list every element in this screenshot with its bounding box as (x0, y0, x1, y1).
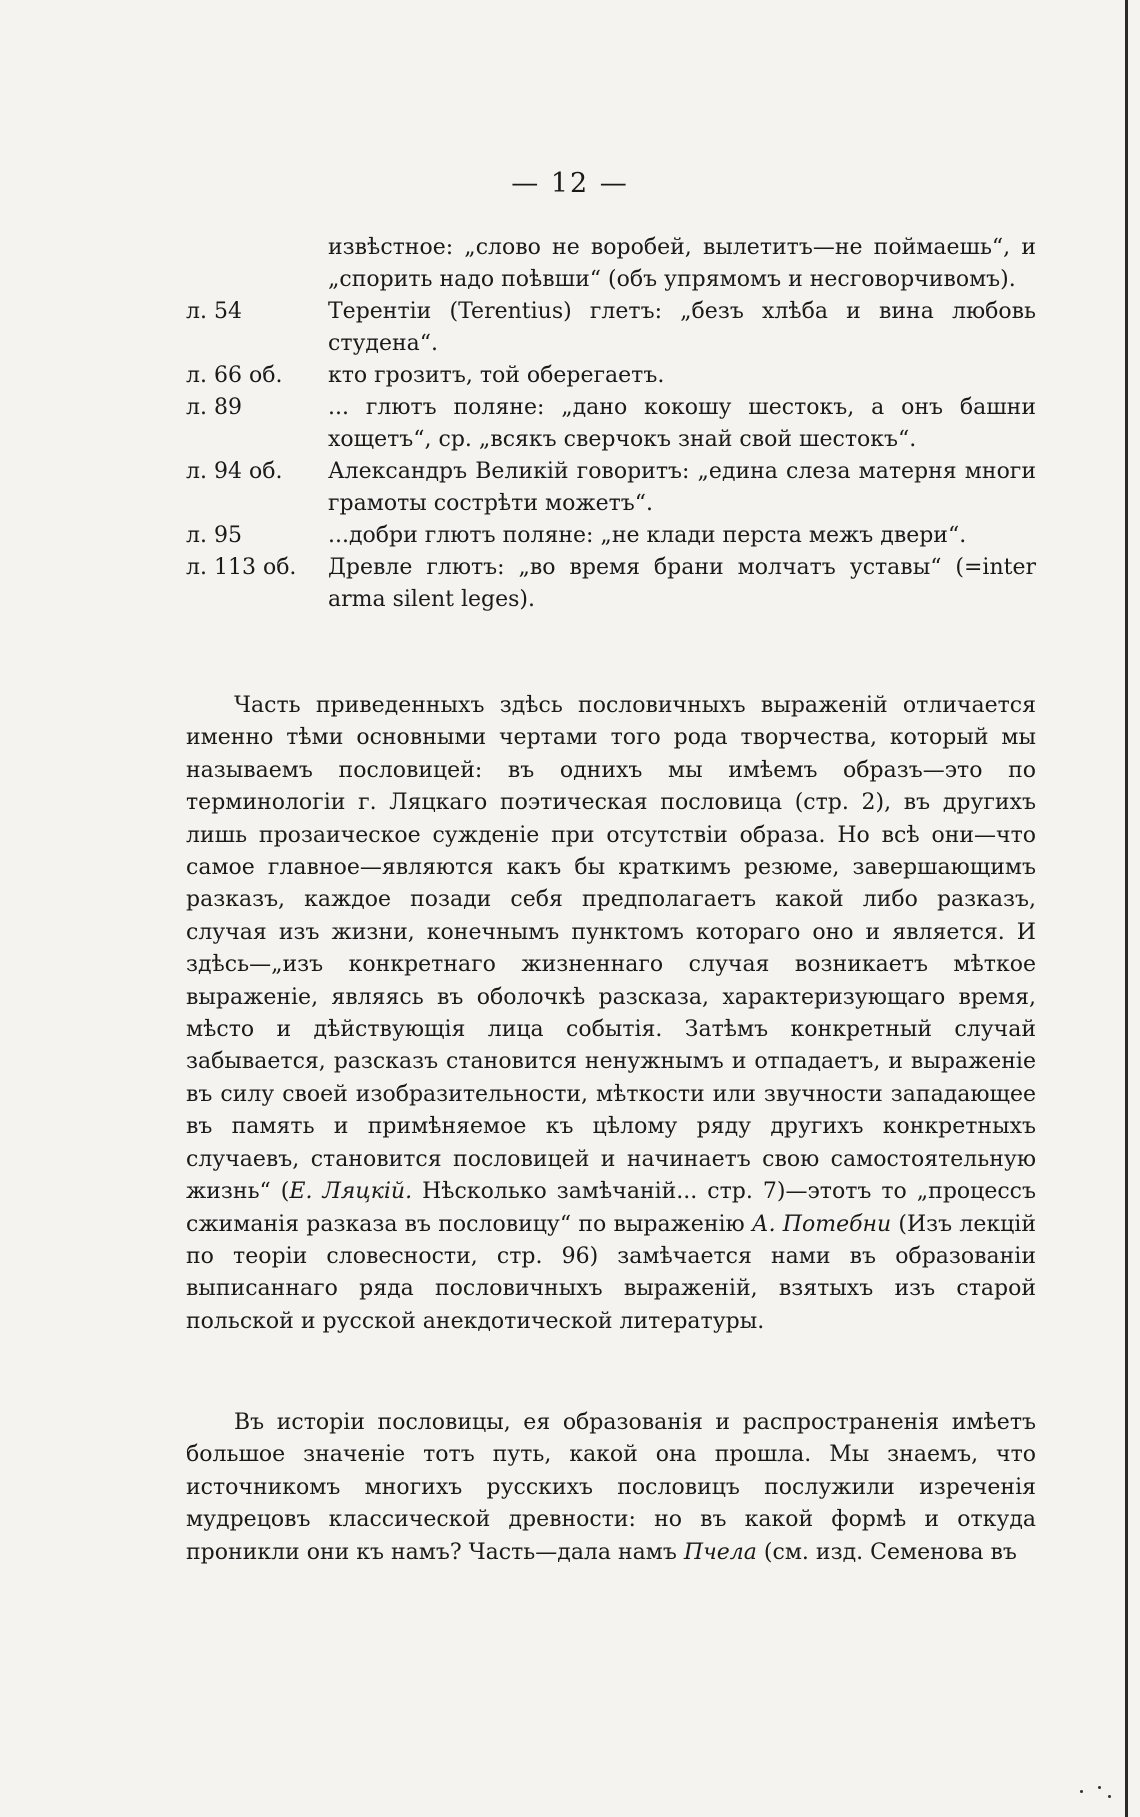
proverb-text: кто грозитъ, той оберегаетъ. (328, 363, 665, 388)
folio-ref: л. 94 об. (186, 459, 283, 484)
list-item (186, 296, 1036, 360)
folio-ref: л. 66 об. (186, 363, 283, 388)
list-item (186, 456, 1036, 520)
folio-ref: л. 95 (186, 523, 242, 548)
folio-ref: л. 89 (186, 395, 242, 420)
scan-speck (1108, 1795, 1111, 1798)
list-item (186, 360, 1036, 392)
cited-title: Пчела (683, 1539, 757, 1565)
list-item (186, 392, 1036, 456)
folio-ref: л. 54 (186, 299, 242, 324)
list-item (186, 520, 1036, 552)
proverb-text: Древле глютъ: „во время брани молчатъ уставы“ (=inter arma silent leges). (328, 555, 1036, 612)
proverb-text: извѣстное: „слово не воробей, вылетитъ—не поймаешь“, и „спорить надо поѣвши“ (объ упрямомъ и несговорчивомъ). (328, 235, 1036, 292)
cited-author: А. Потебни (751, 1211, 892, 1237)
paragraph-text: Часть приведенныхъ здѣсь пословичныхъ выраженiй отличается именно тѣми основными чертами того рода творчества, который мы называемъ пословицей: въ однихъ мы имѣемъ образъ—это по терминологiи г. Ляцкаго поэтическая пословица (стр. 2), въ другихъ лишь прозаическое сужденiе при отсутствiи образа. Но всѣ они—что самое главное—являются какъ бы краткимъ резюме, завершающимъ разказъ, каждое позади себя предполагаетъ какой либо разказъ, случая изъ жизни, конечнымъ пунктомъ котораго оно и является. И здѣсь—„изъ конкретнаго жизненнаго случая возникаетъ мѣткое выраженiе, являясь въ оболочкѣ разсказа, характеризующаго время, мѣсто и дѣйствующiя лица событiя. Затѣмъ конкретный случай забывается, разсказъ становится ненужнымъ и отпадаетъ, и выраженiе въ силу своей изобразительности, мѣткости или звучности западающее въ память и примѣняемое къ цѣлому ряду другихъ конкретныхъ случаевъ, становится пословицей и начинаетъ свою самостоятельную жизнь“ ( (186, 693, 1036, 1205)
paragraph-text: Въ исторiи пословицы, ея образованiя и распространенiя имѣетъ большое значенiе тотъ путь, какой она прошла. Мы знаемъ, что источникомъ многихъ русскихъ пословицъ послужили изреченiя мудрецовъ классической древности: но въ какой формѣ и откуда проникли они къ намъ? Часть—дала намъ (186, 1410, 1036, 1565)
folio-ref: л. 113 об. (186, 555, 297, 580)
proverb-text: Александръ Великiй говоритъ: „едина слеза матерня многи грамоты сострѣти можетъ“. (328, 459, 1036, 516)
body-paragraph-1 (186, 690, 1036, 1338)
page-number: — 12 — (511, 168, 629, 199)
body-paragraph-2 (186, 1407, 1036, 1569)
folio-ref (186, 232, 328, 296)
cited-author: Е. Ляцкiй. (289, 1179, 413, 1205)
proverb-list (186, 232, 1036, 616)
list-item (186, 552, 1036, 616)
paragraph-text: (Изъ лекцiй по теорiи словесности, стр. 96) замѣчается нами въ образованiи выписаннаго ряда пословичныхъ выраженiй, взятыхъ изъ старой польской и русской анекдотической литературы. (186, 1211, 1036, 1334)
proverb-text: ... глютъ поляне: „дано кокошу шестокъ, а онъ башни хощетъ“, ср. „всякъ сверчокъ знай свой шестокъ“. (328, 395, 1036, 452)
paragraph-text: Нѣсколько замѣчанiй... стр. 7)—этотъ то „процессъ сжиманiя разказа въ пословицу“ по выраженiю (186, 1179, 1036, 1237)
scan-speck (1098, 1786, 1101, 1789)
list-item (186, 232, 1036, 296)
proverb-text: ...добри глютъ поляне: „не клади перста межъ двери“. (328, 523, 967, 548)
page-edge (1125, 0, 1128, 1817)
paragraph-text: (см. изд. Семенова въ (756, 1539, 1017, 1565)
proverb-text: Терентiи (Terentius) глетъ: „безъ хлѣба и вина любовь студена“. (328, 299, 1036, 356)
scan-speck (1080, 1790, 1083, 1793)
